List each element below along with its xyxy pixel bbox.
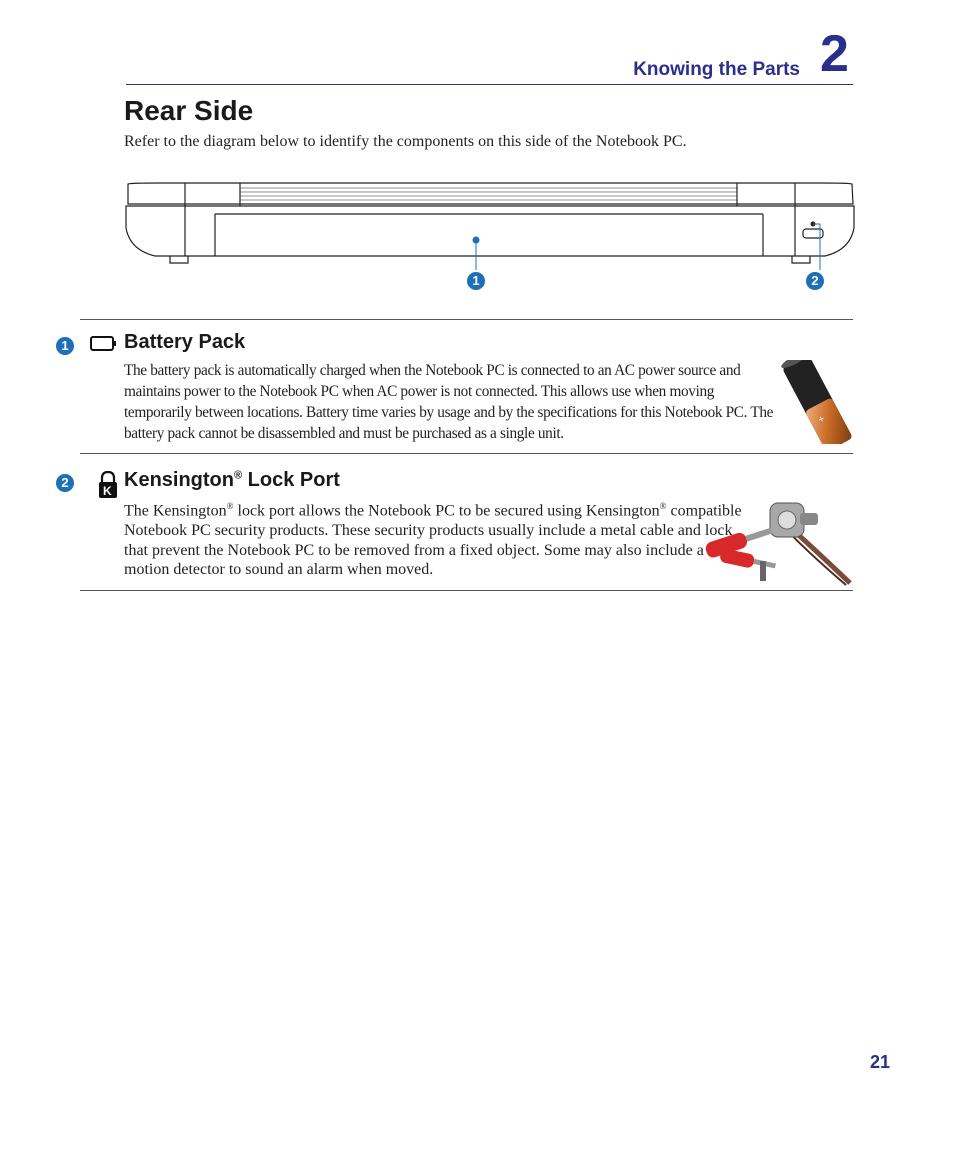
running-header-title: Knowing the Parts xyxy=(633,59,800,80)
page-number: 21 xyxy=(869,1052,890,1072)
svg-text:+: + xyxy=(816,413,827,427)
section-divider-middle xyxy=(80,453,853,454)
lock-leader-line xyxy=(813,224,820,270)
item-2-number: 2 xyxy=(56,474,74,492)
page-title: Rear Side xyxy=(124,95,254,126)
battery-pack-title: Battery Pack xyxy=(124,331,246,353)
battery-pack-description: The battery pack is automatically charged when the Notebook PC is connected to an AC power source and maintains power to the Notebook PC when AC power is not connected. This allows use when moving temporarily between locations. Battery time varies by usage and by the specifications for this Notebook PC. The battery pack cannot be disassembled and must be purchased as a single unit. xyxy=(124,362,774,442)
header-rule xyxy=(126,84,853,85)
rear-side-diagram xyxy=(120,178,860,298)
kensington-lock-title: Kensington® Lock Port xyxy=(124,469,340,491)
section-divider-bottom xyxy=(80,590,853,591)
notebook-outline xyxy=(126,183,854,263)
kensington-lock-description: The Kensington® lock port allows the Notebook PC to be secured using Kensington® compatible Notebook PC security products. These security products usually include a metal cable and lock that prevent the Notebook PC to be removed from a fixed object. Some may also include a motion detector to sound an alarm when moved. xyxy=(124,501,742,579)
svg-text:K: K xyxy=(103,484,112,498)
diagram-callout-2: 2 xyxy=(806,272,824,290)
battery-photo xyxy=(780,360,856,444)
diagram-callout-1: 1 xyxy=(467,272,485,290)
chapter-number: 2 xyxy=(820,25,849,83)
item-1-number: 1 xyxy=(56,337,74,355)
kensington-lock-icon xyxy=(97,471,119,499)
section-divider-top xyxy=(80,319,853,320)
intro-text: Refer to the diagram below to identify the components on this side of the Notebook PC. xyxy=(124,133,687,150)
kensington-lock-photo xyxy=(700,495,854,587)
battery-icon xyxy=(90,335,118,353)
